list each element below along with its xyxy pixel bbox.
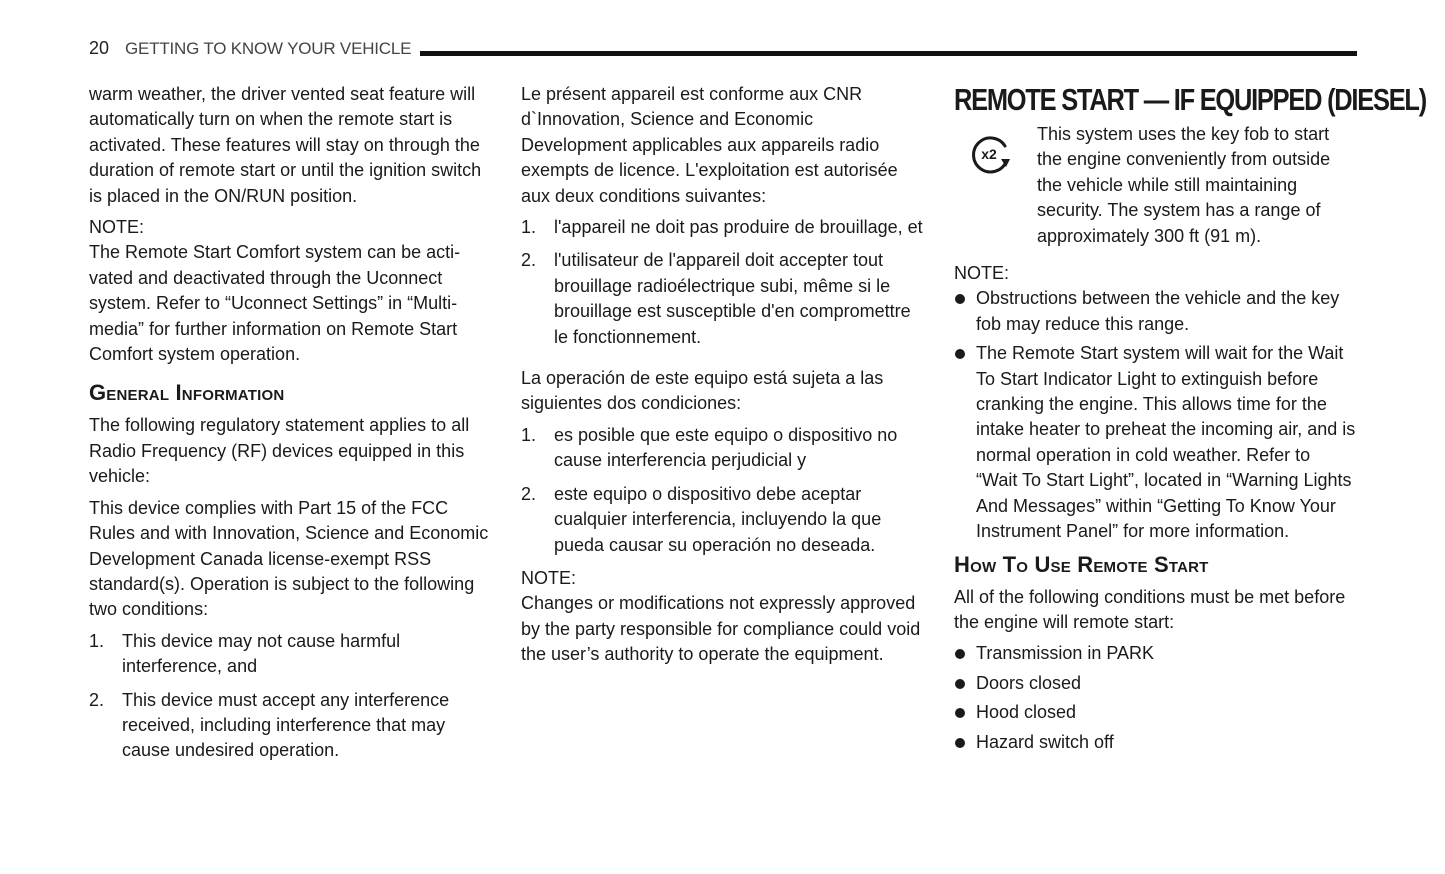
paragraph-french: Le présent appareil est conforme aux CNR d`Innovation, Science and Economic Development applicables aux appareils radio exempts de licence. L'exploitation est autorisée aux deux conditions suivantes: (521, 84, 898, 206)
numbered-list-french (521, 215, 923, 350)
list-number: 2. (521, 483, 537, 504)
column-2 (521, 82, 923, 674)
list-item: The Remote Start system will wait for the Wait To Start Indicator Light to extinguish before cranking the engine. This allows time for the intake heater to preheat the incoming air, and is normal operation in cold weather. Refer to “Wait To Start Light”, located in “Warning Lights And Messages” within “Getting To Know Your Instrument Panel” for more information. (954, 341, 1356, 544)
note-label: NOTE: (89, 217, 145, 238)
list-item: Doors closed (954, 671, 1356, 696)
list-item (521, 482, 923, 558)
list-text: This device must accept any interference received, including interference that may cause undesired operation. (122, 689, 450, 761)
list-item: Hood closed (954, 700, 1356, 725)
section-title: GETTING TO KNOW YOUR VEHICLE (125, 39, 412, 58)
list-item: Hazard switch off (954, 730, 1356, 755)
section-heading: General Information (89, 380, 285, 406)
paragraph: The following regulatory statement applies to all Radio Frequency (RF) devices equipped in this vehicle: (89, 415, 470, 487)
list-text: This device may not cause harmful interference, and (122, 630, 401, 677)
note-label: NOTE: (521, 567, 577, 588)
list-item: Transmission in PARK (954, 641, 1356, 666)
list-item: Obstructions between the vehicle and the key fob may reduce this range. (954, 286, 1356, 337)
list-number: 2. (521, 250, 537, 271)
page-number: 20 (89, 38, 110, 58)
list-text: l'appareil ne doit pas produire de brouillage, et (554, 217, 923, 238)
column-3 (954, 82, 1426, 759)
paragraph: This device complies with Part 15 of the FCC Rules and with Innovation, Science and Economic Development Canada license-exempt RSS standard(s). Operation is subject to the following two conditions: (89, 497, 489, 620)
list-item (521, 423, 923, 474)
list-number: 1. (89, 630, 105, 651)
conditions-list (954, 641, 1356, 755)
page-header (89, 38, 1357, 62)
intro-text: This system uses the key fob to start the engine conveniently from outside the vehicle while still maintaining security. The system has a range of approximately 300 ft (91 m). (1037, 124, 1331, 246)
header-rule (420, 51, 1357, 56)
list-item (521, 248, 923, 350)
list-text: es posible que este equipo o dispositivo no cause interferencia perjudicial y (554, 424, 898, 471)
list-number: 2. (89, 689, 105, 710)
intro-block (954, 122, 1356, 249)
icon-label: x2 (981, 146, 997, 162)
list-text: este equipo o dispositivo debe aceptar cualquier interferencia, incluyendo la que pueda causar su operación no deseada. (554, 483, 882, 555)
paragraph-spanish: La operación de este equipo está sujeta a las siguientes dos condiciones: (521, 368, 884, 414)
note-text: The Remote Start Comfort system can be activated and deactivated through the Uconnect system. Refer to “Uconnect Settings” in “Multimedia” for further information on Remote Start Comfort system operation. (89, 242, 461, 365)
list-number: 1. (521, 424, 537, 445)
list-item (521, 215, 923, 240)
numbered-list-spanish (521, 423, 923, 558)
list-item (89, 629, 491, 680)
list-number: 1. (521, 217, 537, 238)
note-label: NOTE: (954, 263, 1010, 284)
numbered-list (89, 629, 491, 764)
column-1 (89, 82, 491, 772)
paragraph: All of the following conditions must be met before the engine will remote start: (954, 586, 1346, 632)
note-text: Changes or modifications not expressly approved by the party responsible for compliance could void the user’s authority to operate the equipment. (521, 593, 921, 665)
remote-start-x2-icon (968, 132, 1014, 178)
list-text: l'utilisateur de l'appareil doit accepter tout brouillage radioélectrique subi, même si le brouillage est susceptible d'en compromettre le fonctionnement. (554, 250, 911, 347)
section-heading: How To Use Remote Start (954, 551, 1209, 577)
paragraph: warm weather, the driver vented seat feature will automatically turn on when the remote start is activated. These features will stay on through the duration of remote start or until the ignition switch is placed in the ON/RUN position. (89, 84, 482, 206)
list-item (89, 688, 491, 764)
note-bullets (954, 286, 1356, 544)
chapter-title: REMOTE START — IF EQUIPPED (DIESEL) (954, 82, 1426, 117)
